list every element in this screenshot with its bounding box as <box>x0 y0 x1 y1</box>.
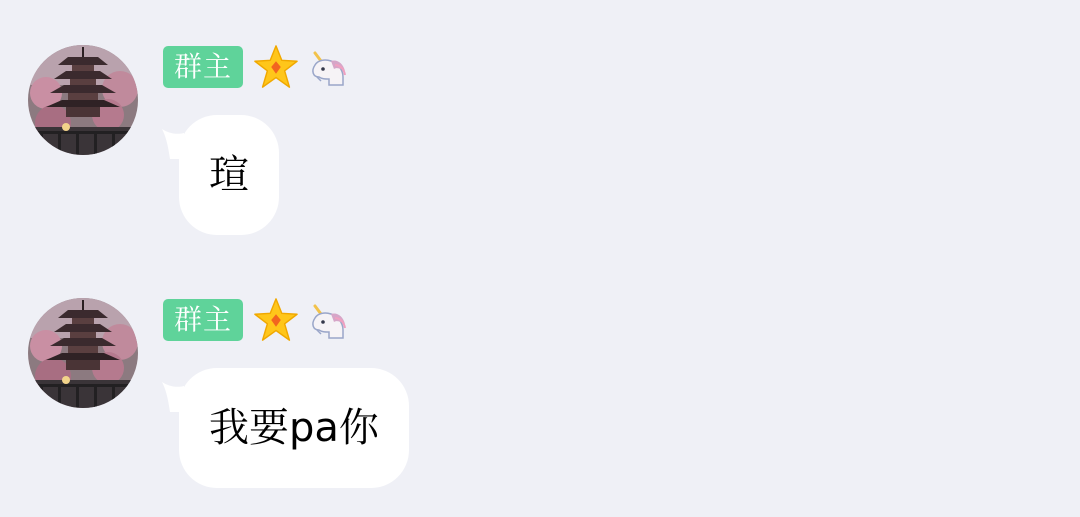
chat-message <box>0 298 1080 498</box>
group-owner-badge: 群主 <box>163 46 243 88</box>
message-bubble-container <box>160 368 409 488</box>
avatar[interactable] <box>28 45 138 155</box>
star-icon <box>253 44 299 90</box>
message-bubble-container <box>160 115 279 235</box>
unicorn-icon <box>307 300 347 340</box>
star-icon <box>253 297 299 343</box>
avatar[interactable] <box>28 298 138 408</box>
unicorn-icon <box>307 47 347 87</box>
message-bubble[interactable]: 瑄 <box>179 115 279 235</box>
chat-message <box>0 45 1080 245</box>
group-owner-badge: 群主 <box>163 299 243 341</box>
avatar-pagoda-image <box>28 45 138 155</box>
avatar-pagoda-image <box>28 298 138 408</box>
message-bubble[interactable]: 我要pa你 <box>179 368 409 488</box>
sender-info-row <box>163 45 347 89</box>
sender-info-row <box>163 298 347 342</box>
